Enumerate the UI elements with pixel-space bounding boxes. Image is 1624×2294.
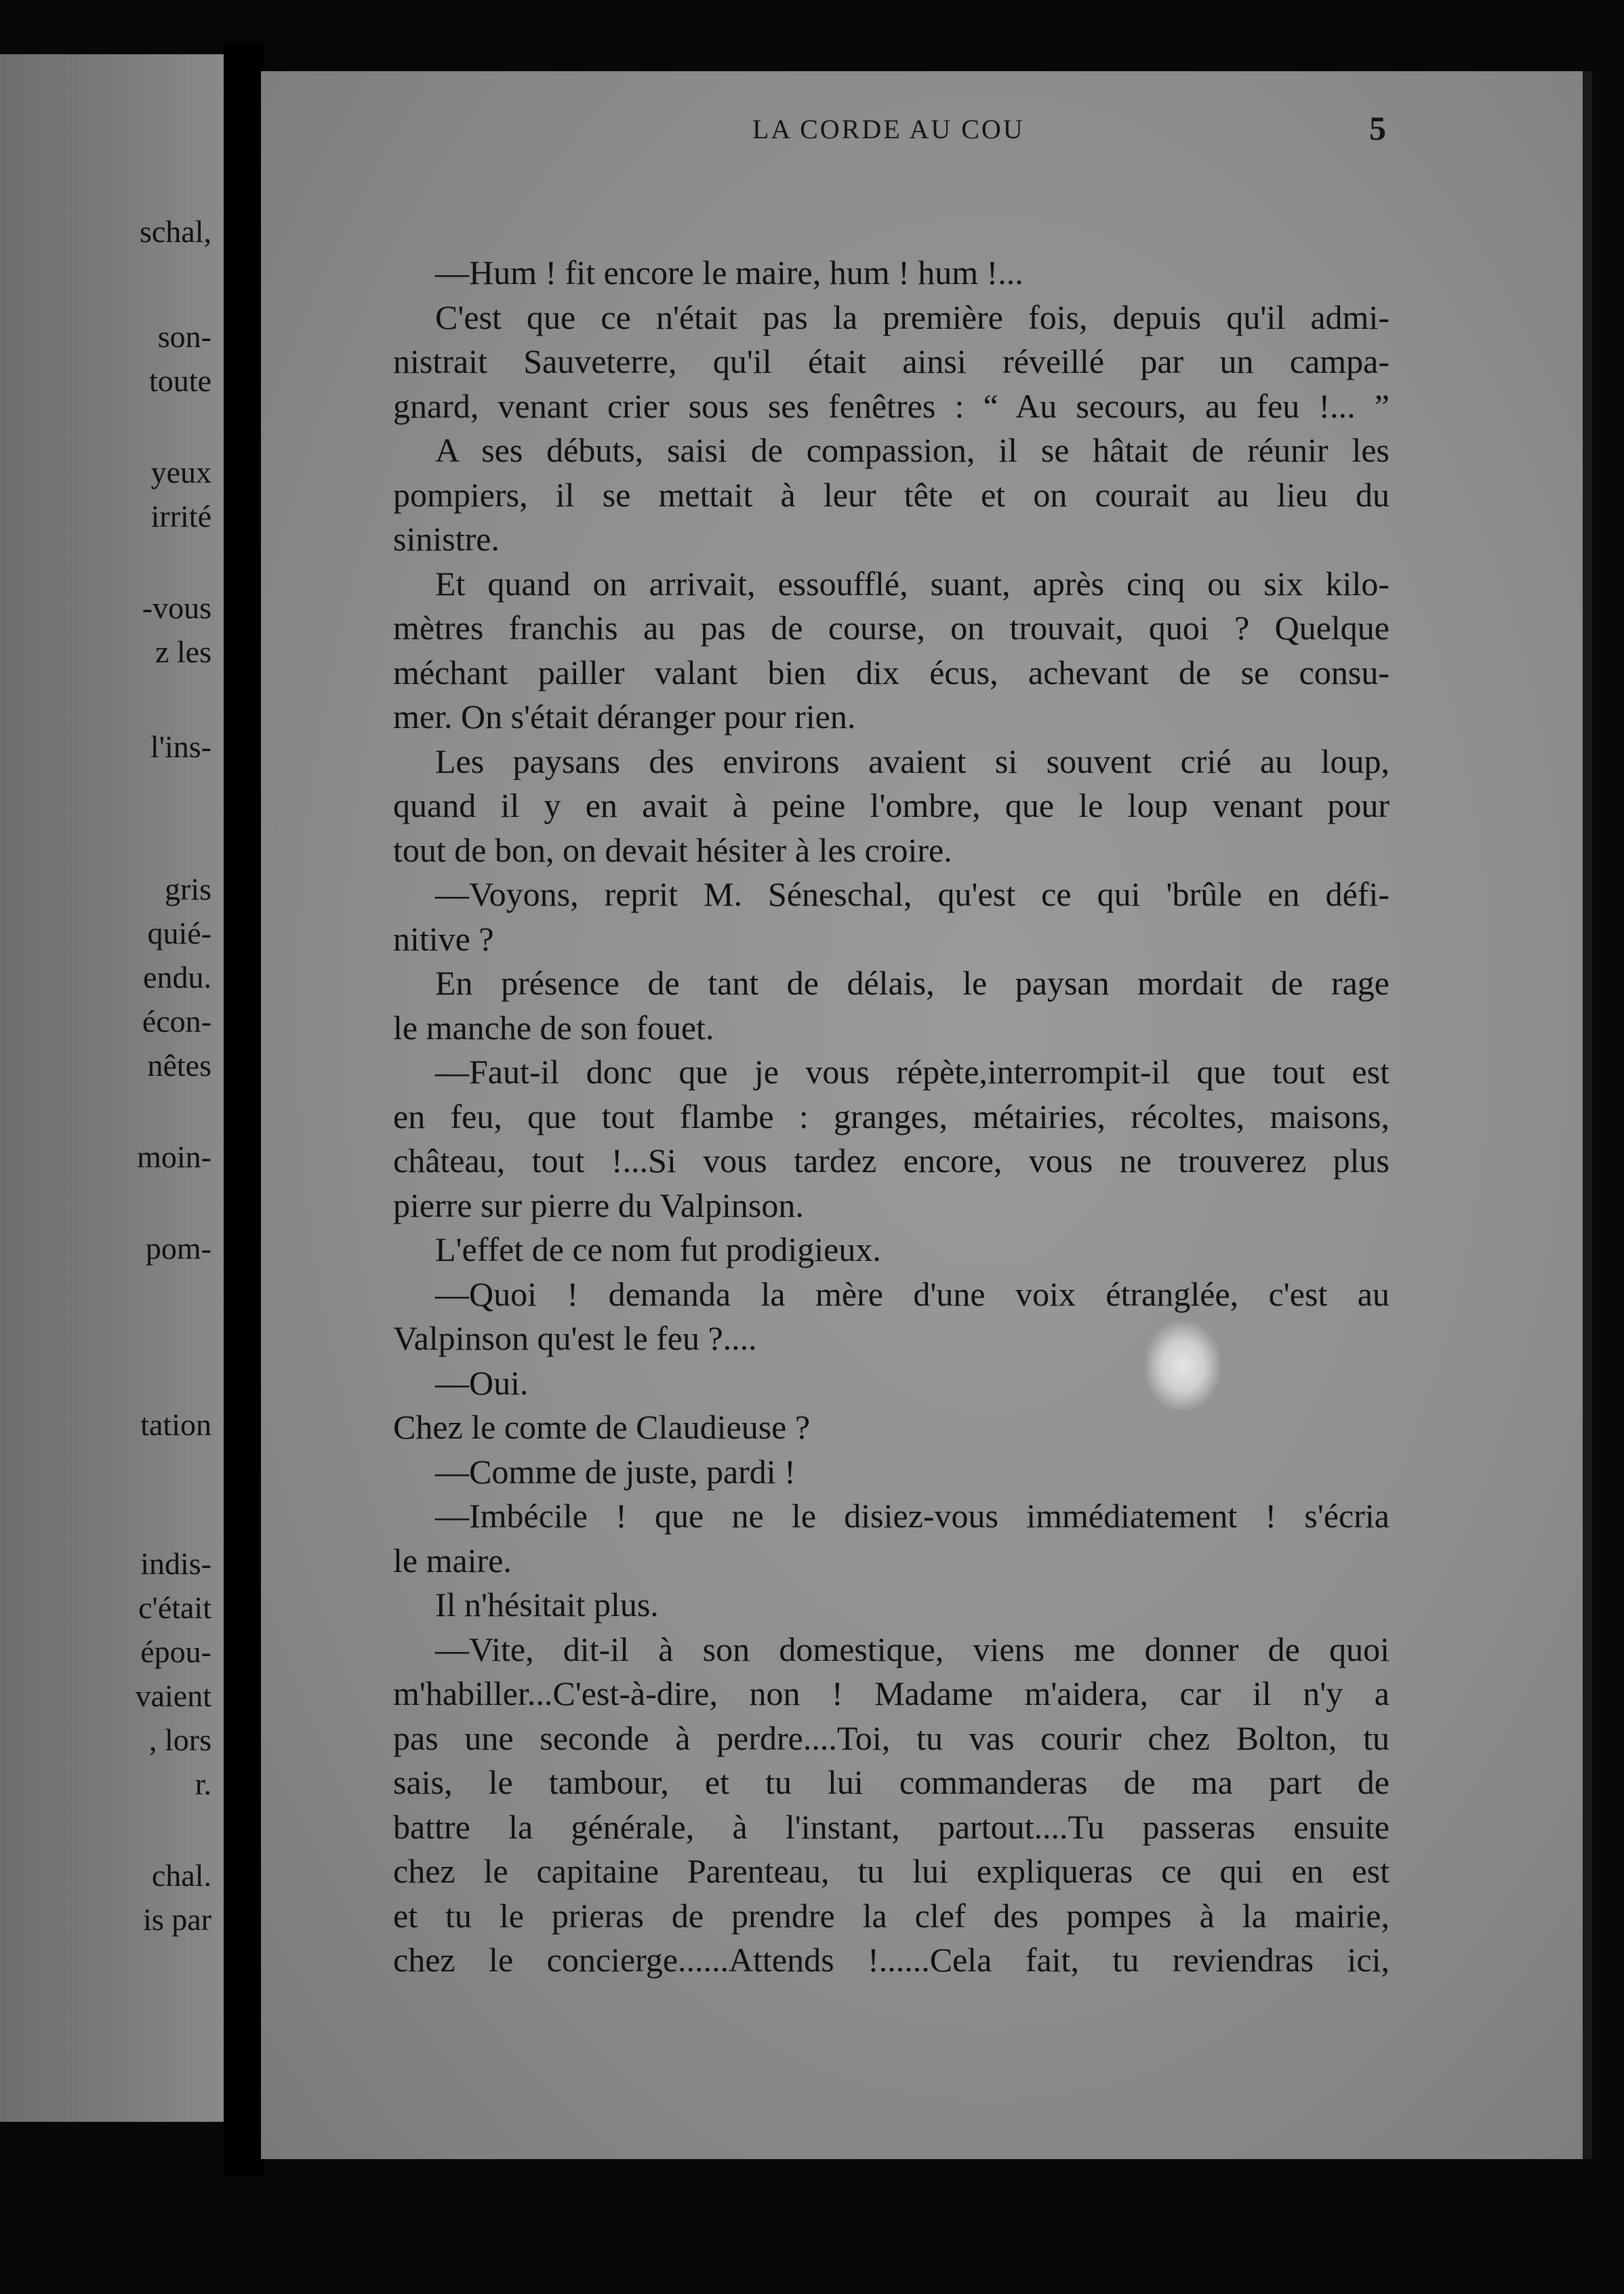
facing-page-text-fragment: son- bbox=[157, 319, 211, 354]
running-title: LA CORDE AU COU bbox=[752, 114, 1025, 144]
facing-page-text-fragment: l'ins- bbox=[150, 729, 211, 764]
facing-page-text-fragment: indis- bbox=[140, 1546, 211, 1581]
text-line: Chez le comte de Claudieuse ? bbox=[393, 1408, 811, 1446]
text-line: Il n'hésitait plus. bbox=[435, 1586, 659, 1624]
text-line: Et quand on arrivait, essoufflé, suant, après cinq ou six kilo- bbox=[435, 564, 1389, 603]
facing-page-text-fragment: c'était bbox=[138, 1590, 211, 1625]
text-line: nitive ? bbox=[393, 919, 494, 958]
facing-page-text-fragment: vaient bbox=[135, 1678, 211, 1713]
text-line: C'est que ce n'était pas la première fois, depuis qu'il admi- bbox=[435, 298, 1389, 336]
text-line: tout de bon, on devait hésiter à les croire. bbox=[393, 830, 952, 869]
facing-page-text-fragment: irrité bbox=[150, 499, 211, 534]
text-line: mètres franchis au pas de course, on trouvait, quoi ? Quelque bbox=[393, 609, 1389, 647]
text-line: chez le capitaine Parenteau, tu lui expliqueras ce qui en est bbox=[393, 1852, 1389, 1890]
text-line: Valpinson qu'est le feu ?.... bbox=[393, 1319, 757, 1357]
facing-page-text-fragment: schal, bbox=[139, 214, 211, 249]
text-line: sinistre. bbox=[393, 520, 500, 558]
text-line: pierre sur pierre du Valpinson. bbox=[393, 1186, 804, 1224]
text-line: quand il y en avait à peine l'ombre, que le loup venant pour bbox=[393, 786, 1389, 824]
text-line: méchant pailler valant bien dix écus, achevant de se consu- bbox=[393, 653, 1389, 691]
facing-page-text-fragment: quié- bbox=[147, 916, 211, 950]
body-text bbox=[393, 251, 1389, 1983]
text-line: gnard, venant crier sous ses fenêtres : “ Au secours, au feu !... ” bbox=[393, 386, 1389, 425]
facing-page-text-fragment: yeux bbox=[150, 455, 211, 489]
text-line: château, tout !...Si vous tardez encore, vous ne trouverez plus bbox=[393, 1142, 1389, 1180]
facing-page-text-fragment: z les bbox=[155, 635, 211, 669]
facing-page-text-fragment: chal. bbox=[151, 1858, 211, 1893]
text-line: et tu le prieras de prendre la clef des pompes à la mairie, bbox=[393, 1896, 1389, 1935]
facing-page-text-fragment: moin- bbox=[137, 1140, 211, 1174]
text-line: sais, le tambour, et tu lui commanderas de ma part de bbox=[393, 1763, 1389, 1801]
facing-page-text-fragment: -vous bbox=[142, 590, 211, 625]
text-line: chez le concierge......Attends !......Cela fait, tu reviendras ici, bbox=[393, 1941, 1389, 1979]
text-line: Les paysans des environs avaient si souvent crié au loup, bbox=[435, 742, 1389, 780]
text-line: —Vite, dit-il à son domestique, viens me donner de quoi bbox=[435, 1630, 1389, 1668]
book-gutter bbox=[224, 41, 264, 2176]
facing-page-text-fragment: toute bbox=[149, 363, 211, 398]
text-line: le maire. bbox=[393, 1541, 512, 1579]
text-line: m'habiller...C'est-à-dire, non ! Madame m'aidera, car il n'y a bbox=[393, 1674, 1389, 1712]
facing-page-text-fragment: endu. bbox=[143, 960, 211, 994]
facing-page-text-fragment: tation bbox=[140, 1407, 211, 1442]
text-line: pas une seconde à perdre....Toi, tu vas courir chez Bolton, tu bbox=[393, 1718, 1389, 1757]
facing-page-text-fragment: is par bbox=[143, 1902, 211, 1937]
facing-page-text-fragment: écon- bbox=[142, 1004, 211, 1039]
facing-page-text-fragment: r. bbox=[195, 1767, 211, 1801]
text-line: le manche de son fouet. bbox=[393, 1008, 714, 1047]
text-line: —Oui. bbox=[435, 1363, 529, 1402]
text-line: —Comme de juste, pardi ! bbox=[435, 1452, 796, 1491]
text-line: mer. On s'était déranger pour rien. bbox=[393, 698, 856, 736]
text-line: —Faut-il donc que je vous répète,interrompit-il que tout est bbox=[435, 1053, 1389, 1091]
facing-page-text-fragment: pom- bbox=[145, 1231, 211, 1266]
text-line: —Hum ! fit encore le maire, hum ! hum !... bbox=[435, 254, 1023, 291]
text-line: En présence de tant de délais, le paysan mordait de rage bbox=[435, 964, 1389, 1002]
text-line: en feu, que tout flambe : granges, métairies, récoltes, maisons, bbox=[393, 1097, 1389, 1135]
facing-page-text-fragment: épou- bbox=[140, 1634, 211, 1669]
facing-page-fragment bbox=[0, 54, 224, 2122]
text-line: nistrait Sauveterre, qu'il était ainsi réveillé par un campa- bbox=[393, 342, 1389, 380]
text-line: pompiers, il se mettait à leur tête et on courait au lieu du bbox=[393, 475, 1389, 514]
facing-page-text-fragment: , lors bbox=[149, 1723, 211, 1757]
text-line: A ses débuts, saisi de compassion, il se hâtait de réunir les bbox=[435, 431, 1389, 469]
text-line: —Imbécile ! que ne le disiez-vous immédiatement ! s'écria bbox=[435, 1497, 1389, 1535]
facing-page-text-fragment: nêtes bbox=[147, 1048, 211, 1083]
text-line: —Voyons, reprit M. Séneschal, qu'est ce qui 'brûle en défi- bbox=[435, 875, 1389, 913]
page-number: 5 bbox=[1369, 109, 1386, 147]
text-line: —Quoi ! demanda la mère d'une voix étranglée, c'est au bbox=[435, 1274, 1389, 1313]
text-line: L'effet de ce nom fut prodigieux. bbox=[435, 1230, 881, 1268]
facing-page-text-fragment: gris bbox=[165, 872, 211, 906]
text-line: battre la générale, à l'instant, partout....Tu passeras ensuite bbox=[393, 1807, 1389, 1846]
